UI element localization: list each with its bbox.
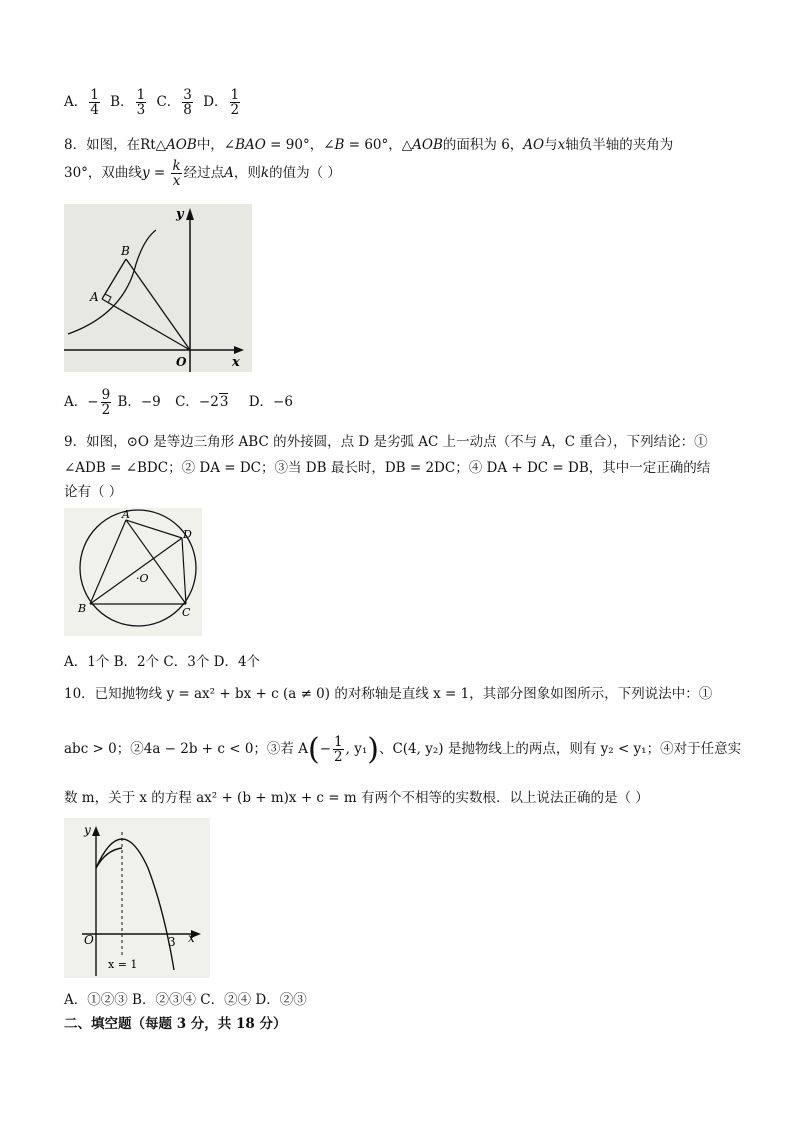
q10-line-1: 10．已知抛物线 y = ax² + bx + c (a ≠ 0) 的对称轴是直线 x = 1，其部分图象如图所示，下列说法中：① xyxy=(64,686,713,702)
q9-options: A．1个 B．2个 C．3个 D．4个 xyxy=(64,654,261,670)
q10-parabola xyxy=(96,839,174,970)
q7-options xyxy=(64,88,242,117)
q8-y-arrow-icon xyxy=(186,208,194,220)
q10-options: A．①②③ B．②③④ C．②④ D．②③ xyxy=(64,992,307,1008)
q10-y-arrow-icon xyxy=(92,826,100,836)
q10-label-three: 3 xyxy=(168,935,176,949)
q10-label-y: y xyxy=(84,823,91,837)
q9-line-3: 论有（ ） xyxy=(64,484,123,500)
q10-line-3: 数 m，关于 x 的方程 ax² + (b + m)x + c = m 有两个不相等的实数根．以上说法正确的是（ ） xyxy=(64,790,649,806)
q8-option-c: C．−23 xyxy=(175,394,229,410)
q8-label-y: y xyxy=(176,207,184,222)
q7-option-d: D． $\frac{1}{2}$ xyxy=(203,87,240,118)
q8-segment-ab xyxy=(102,259,126,299)
q8-figure-svg xyxy=(64,204,252,372)
q10-figure xyxy=(64,818,210,978)
q8-segment-bo xyxy=(126,259,190,350)
q9-line-2: ∠ADB = ∠BDC；② DA = DC；③当 DB 最长时，DB = 2DC；④ DA + DC = DB，其中一定正确的结 xyxy=(64,460,711,476)
q8-line-2: 30°，双曲线y = $\frac{k}{x}$ 经过点A，则k的值为（ ） xyxy=(64,158,341,189)
q8-label-b: B xyxy=(121,244,130,258)
q8-line-1: 8．如图，在Rt△AOB中，∠BAO = 90°，∠B = 60°，△AOB的面积为 6，AO与x轴负半轴的夹角为 xyxy=(64,137,674,153)
q9-segment-ac xyxy=(126,520,186,604)
q7-option-a: A． $\frac{1}{4}$ xyxy=(64,87,99,118)
q9-label-d: D xyxy=(183,528,192,541)
q8-option-b: B．−9 xyxy=(117,394,161,410)
q7-option-c: C． $\frac{3}{8}$ xyxy=(156,87,192,118)
q9-label-o: ·O xyxy=(136,572,149,585)
q9-label-a: A xyxy=(122,508,130,521)
q8-figure xyxy=(64,204,252,372)
q10-label-axis: x = 1 xyxy=(108,958,138,971)
q8-segment-ao xyxy=(102,299,190,350)
q8-label-a: A xyxy=(90,290,99,304)
q8-label-x: x xyxy=(232,355,240,370)
q10-parabola-left xyxy=(96,848,122,868)
q9-line-1: 9．如图，⊙O 是等边三角形 ABC 的外接圆，点 D 是劣弧 AC 上一动点（不与 A，C 重合），下列结论：① xyxy=(64,434,708,450)
section-2-heading: 二、填空题（每题 3 分，共 18 分） xyxy=(64,1016,287,1032)
q10-line-2: abc > 0；②4a − 2b + c < 0；③若 A(− $\frac{1}{2}$ , y₁)、C(4, y₂) 是抛物线上的两点，则有 y₂ < y₁；④对于任意实 xyxy=(64,732,742,767)
q9-label-b: B xyxy=(78,602,87,615)
q8-x-arrow-icon xyxy=(234,346,244,354)
q9-figure xyxy=(64,508,202,636)
q8-label-o: O xyxy=(176,355,187,369)
q7-option-b: B． $\frac{1}{3}$ xyxy=(110,87,146,118)
q8-option-a: A．− $\frac{9}{2}$ xyxy=(64,387,111,418)
q9-figure-svg xyxy=(64,508,202,636)
q9-segment-dc xyxy=(182,538,186,604)
q9-circle xyxy=(80,510,196,626)
q9-label-c: C xyxy=(182,606,191,619)
q10-label-o: O xyxy=(84,933,94,947)
q8-options xyxy=(64,388,293,417)
q10-label-x: x xyxy=(188,931,195,945)
q8-option-d: D．−6 xyxy=(248,394,293,410)
q10-figure-svg xyxy=(64,818,210,978)
